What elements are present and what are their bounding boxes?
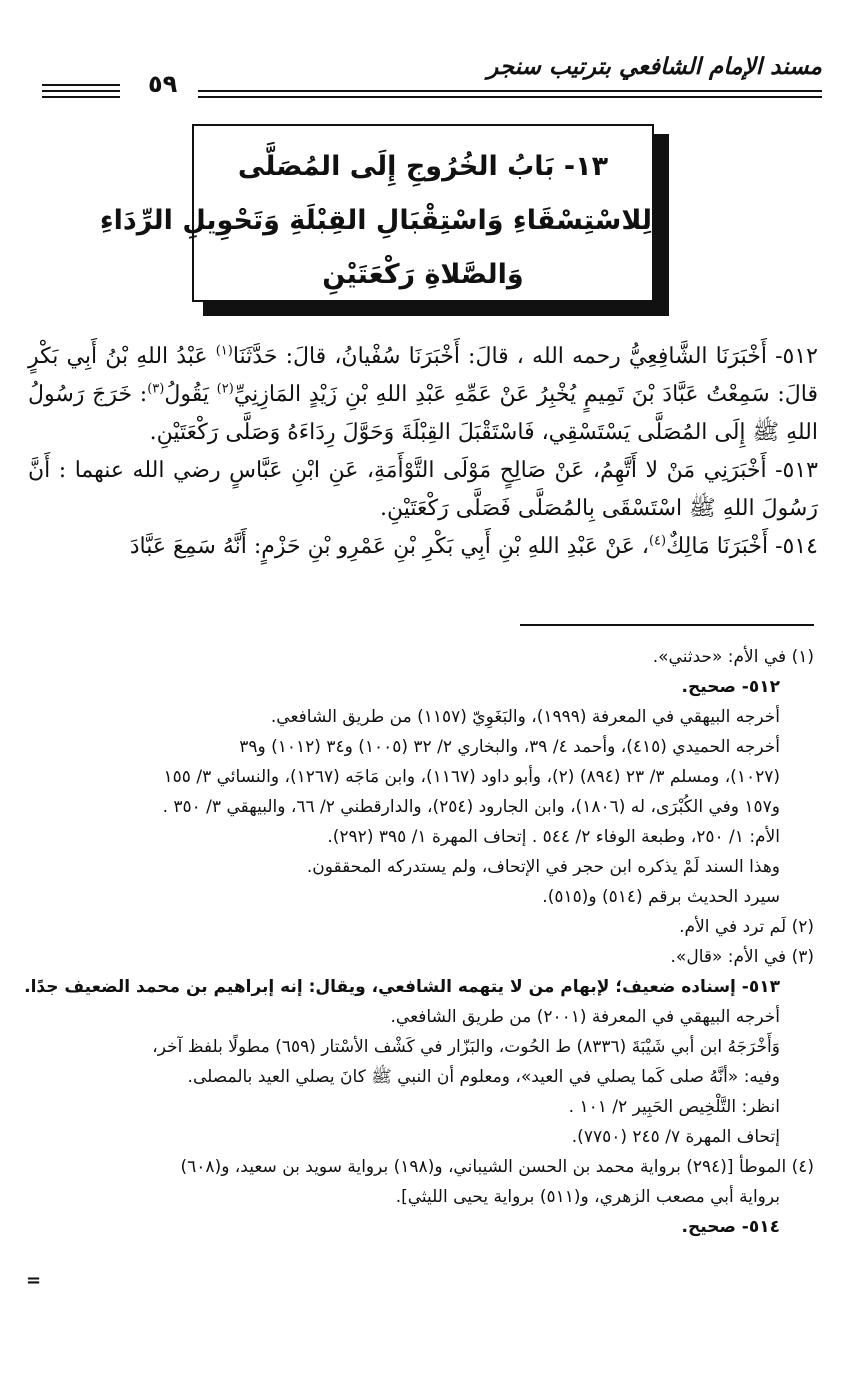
hadith-512-text-b: عَبْدُ اللهِ بْنُ أَبِي بَكْرٍ قالَ: سَمِعْتُ عَبَّادَ بْنَ تَمِيمٍ يُخْبِرُ عَنْ عَمِّهِ عَبْدِ اللهِ بْنِ زَيْدٍ المَازِنِيِّ [28,344,818,407]
hadith-514-text-b: ، عَنْ عَبْدِ اللهِ بْنِ أَبِي بَكْرِ بْنِ عَمْرِو بْنِ حَزْمٍ: أَنَّهُ سَمِعَ عَبَّادَ [129,534,649,559]
footnote-line: وفيه: «أنَّهُ صلى كَما يصلي في العيد»، ومعلوم أن النبي ﷺ كانَ يصلي العيد بالمصلى. [187,1067,780,1087]
footnote-line: وَأَخْرَجَهُ ابن أبي شَيْبَةَ (٨٣٣٦) ط الحُوت، والبَزّار في كَشْف الأسْتار (٦٥٩) مطولًا بلفظ آخر، [152,1037,780,1057]
hadith-body [28,338,818,566]
chapter-title-line-1: ١٣- بَابُ الخُرُوجِ إِلَى المُصَلَّى [237,151,609,182]
chapter-title-line-3: وَالصَّلاةِ رَكْعَتَيْنِ [322,259,524,290]
footnote-ref-2[interactable]: (٢) [216,381,234,397]
hadith-512 [28,338,818,452]
footnote-line: و١٥٧ وفي الكُبْرَى، له (١٨٠٦)، وابن الجارود (٢٥٤)، والدارقطني ٢/ ٦٦، والبيهقي ٣/ ٣٥٠ . [162,797,780,817]
hadith-512-text-d: : خَرَجَ رَسُولُ اللهِ ﷺ إِلَى المُصَلَّى يَسْتَسْقِي، فَاسْتَقْبَلَ القِبْلَةَ وَحَوَّلَ رِدَاءَهُ وَصَلَّى رَكْعَتَيْنِ. [28,382,818,445]
hadith-514-text-a: ٥١٤- أَخْبَرَنَا مَالِكٌ [666,534,818,559]
footnote-ref-3[interactable]: (٣) [147,381,165,397]
footnote-line: أخرجه البيهقي في المعرفة (١٩٩٩)، والبَغَوِيّ (١١٥٧) من طريق الشافعي. [270,707,780,727]
footnote-line: برواية أبي مصعب الزهري، و(٥١١) برواية يحيى الليثي]. [395,1187,780,1207]
hadith-512-text-c: يَقُولُ [164,382,217,407]
hadith-512-grade: ٥١٢- صحيح. [681,677,780,697]
footnote-3: (٣) في الأم: «قال». [670,947,814,967]
header-rule-right-lower [198,96,822,98]
footnotes [24,642,814,1242]
chapter-heading [99,124,654,302]
footnote-line: سيرد الحديث برقم (٥١٤) و(٥١٥). [542,887,780,907]
footnote-2: (٢) لَم ترد في الأم. [679,917,814,937]
footnote-ref-4[interactable]: (٤) [648,533,667,549]
footnote-line: (١٠٢٧)، ومسلم ٣/ ٢٣ (٨٩٤) (٢)، وأبو داود (١١٦٧)، وابن مَاجَه (١٢٦٧)، والنسائي ٣/ ١٥٥ [163,767,780,787]
footnote-line: إتحاف المهرة ٧/ ٢٤٥ (٧٧٥٠). [571,1127,780,1147]
hadith-514-grade: ٥١٤- صحيح. [681,1217,780,1237]
header-rule-left-2 [42,90,120,92]
footnote-line: أخرجه البيهقي في المعرفة (٢٠٠١) من طريق الشافعي. [390,1007,780,1027]
footnote-separator [520,624,814,626]
footnote-line: الأم: ١/ ٢٥٠، وطبعة الوفاء ٢/ ٥٤٤ . إتحاف المهرة ١/ ٣٩٥ (٢٩٢). [327,827,780,847]
hadith-512-text-a: ٥١٢- أَخْبَرَنَا الشَّافِعِيُّ رحمه الله ، قالَ: أَخْبَرَنَا سُفْيانُ، قالَ: حَدَّثَنَا [232,344,818,369]
footnote-line: انظر: التَّلْخِيص الحَبِير ٢/ ١٠١ . [568,1097,780,1117]
continuation-mark: = [26,1270,42,1291]
header-rule-right [198,90,822,92]
hadith-513-grade: ٥١٣- إسناده ضعيف؛ لإبهام من لا يتهمه الشافعي، ويقال: إنه إبراهيم بن محمد الضعيف جدًا. [24,977,780,997]
footnote-line: وهذا السند لَمْ يذكره ابن حجر في الإتحاف، ولم يستدركه المحققون. [306,857,780,877]
footnote-1: (١) في الأم: «حدثني». [652,647,814,667]
hadith-514 [28,528,818,566]
page-number: ٥٩ [148,70,178,98]
header-rule-left-3 [42,96,120,98]
footnote-line: أخرجه الحميدي (٤١٥)، وأحمد ٤/ ٣٩، والبخاري ٢/ ٣٢ (١٠٠٥) و٣٤ (١٠١٢) و٣٩ [239,737,780,757]
hadith-513: ٥١٣- أَخْبَرَنِي مَنْ لا أَتَّهِمُ، عَنْ صَالِحٍ مَوْلَى التَّوْأَمَةِ، عَنِ ابْنِ عَبَّاسٍ رضي الله عنهما : أَنَّ رَسُولَ اللهِ ﷺ اسْتَسْقَى بِالمُصَلَّى فَصَلَّى رَكْعَتَيْنِ. [28,458,818,521]
footnote-ref-1[interactable]: (١) [215,343,233,359]
header-rule-left-1 [42,84,120,86]
chapter-title-line-2: لِلاسْتِسْقَاءِ وَاسْتِقْبَالِ القِبْلَةِ وَتَحْوِيلِ الرِّدَاءِ [99,205,652,236]
running-header-title: مسند الإمام الشافعي بترتيب سنجر [487,54,822,80]
footnote-4: (٤) الموطأ [(٢٩٤) برواية محمد بن الحسن الشيباني، و(١٩٨) برواية سويد بن سعيد، و(٦٠٨) [180,1157,814,1177]
